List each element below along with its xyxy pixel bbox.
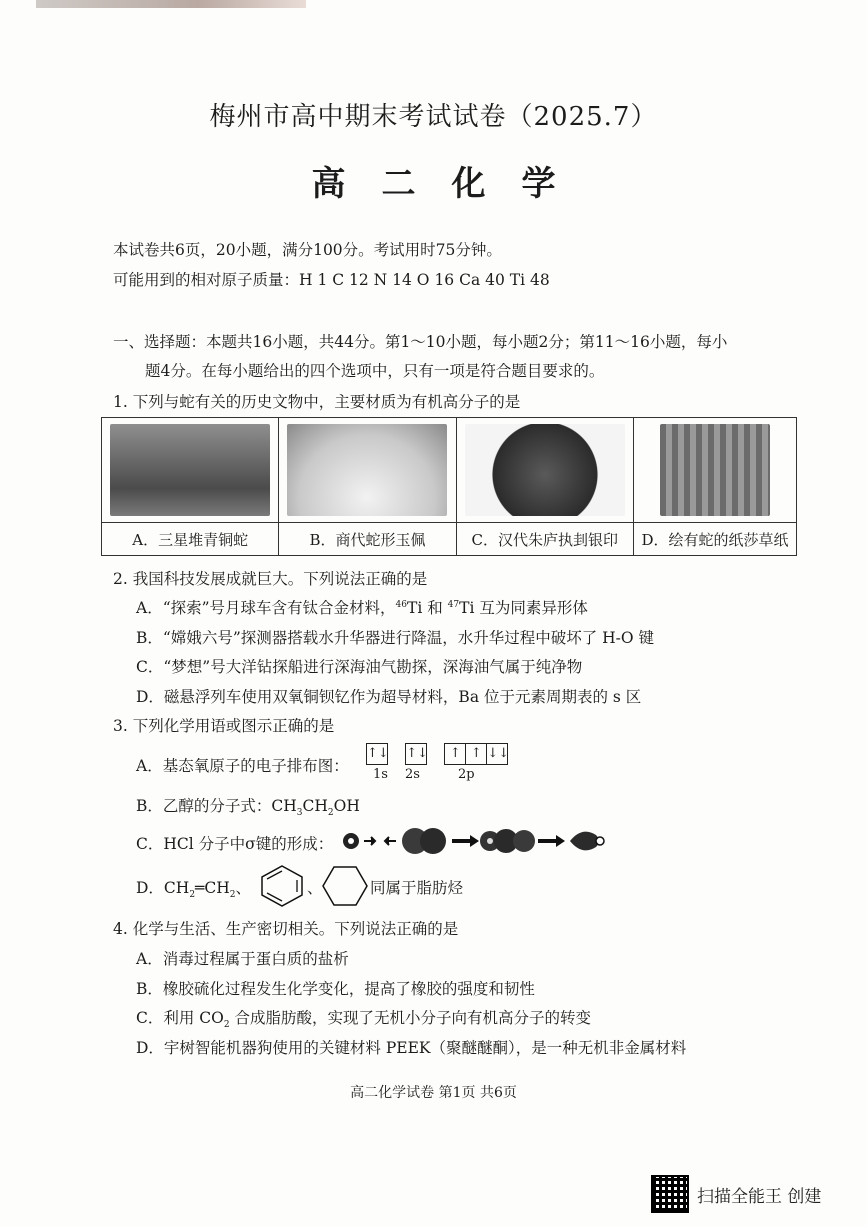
sigma-bond-diagram	[338, 825, 608, 857]
q1-option-a: A．三星堆青铜蛇	[102, 523, 279, 556]
q3-option-d	[136, 876, 251, 900]
q1-stem: 1. 下列与蛇有关的历史文物中，主要材质为有机高分子的是	[113, 393, 521, 411]
papyrus-image	[660, 424, 770, 516]
q1-image-cell-c	[456, 418, 633, 523]
q4-c-sub: 2	[223, 1020, 230, 1031]
q4-option-a: A．消毒过程属于蛋白质的盐析	[136, 950, 349, 968]
q2-a-mass2: 47	[447, 599, 460, 610]
q2-option-c: C．“梦想”号大洋钻探船进行深海油气勘探，深海油气属于纯净物	[136, 658, 583, 676]
q3-option-b	[136, 794, 360, 818]
jade-snake-pendant-image	[287, 424, 447, 516]
q4-option-b: B．橡胶硫化过程发生化学变化，提高了橡胶的强度和韧性	[136, 980, 535, 998]
q3-option-c: C．HCl 分子中σ键的形成：	[136, 835, 334, 853]
q3-b-post: OH	[333, 797, 360, 815]
q3-d-sub1: 2	[189, 890, 196, 901]
q2-option-b: B．“嫦娥六号”探测器搭载水升华器进行降温，水升华过程中破坏了 H-O 键	[136, 629, 655, 647]
q1-option-b: B．商代蛇形玉佩	[279, 523, 456, 556]
q3-b-sub1: 3	[296, 808, 303, 819]
scan-edge-strip	[36, 0, 306, 8]
orbital-diagram	[366, 743, 510, 765]
q3-d-sub2: 2	[229, 890, 236, 901]
q2-a-mid: Ti 和	[407, 599, 448, 617]
q2-a-mass1: 46	[395, 599, 407, 610]
label-1s: 1s	[373, 767, 388, 782]
orbital-2p-1: ↑	[444, 743, 466, 765]
section1-line2: 题4分。在每小题给出的四个选项中，只有一项是符合题目要求的。	[145, 362, 605, 380]
q3-d-text: D．CH	[136, 879, 190, 897]
exam-info: 本试卷共6页，20小题，满分100分。考试用时75分钟。	[113, 241, 502, 259]
atomic-masses: 可能用到的相对原子质量：H 1 C 12 N 14 O 16 Ca 40 Ti 48	[113, 271, 550, 289]
q2-a-post: Ti 互为同素异形体	[459, 599, 588, 617]
scanner-watermark	[651, 1175, 821, 1213]
qr-code-icon	[651, 1175, 689, 1213]
q3-b-text: B．乙醇的分子式：CH	[136, 797, 297, 815]
q4-c-text: C．利用 CO	[136, 1009, 224, 1027]
q1-image-cell-b	[279, 418, 456, 523]
benzene-structure	[257, 864, 307, 908]
page-footer: 高二化学试卷 第1页 共6页	[350, 1085, 517, 1101]
label-2s: 2s	[405, 767, 420, 782]
q2-option-a	[136, 596, 588, 618]
q1-option-c: C．汉代朱庐执刲银印	[456, 523, 633, 556]
q3-d-sep2: 、	[307, 879, 323, 897]
label-2p: 2p	[458, 767, 475, 782]
q3-option-a: A．基态氧原子的电子排布图：	[136, 757, 349, 775]
subject-title: 高二化学	[311, 164, 592, 204]
q4-stem: 4. 化学与生活、生产密切相关。下列说法正确的是	[113, 920, 459, 938]
q2-stem: 2. 我国科技发展成就巨大。下列说法正确的是	[113, 570, 428, 588]
orbital-2p-2: ↑	[465, 743, 487, 765]
q3-stem: 3. 下列化学用语或图示正确的是	[113, 717, 335, 735]
q1-option-d: D．绘有蛇的纸莎草纸	[633, 523, 796, 556]
q2-a-text: A．“探索”号月球车含有钛合金材料，	[136, 599, 396, 617]
watermark-text: 扫描全能王 创建	[697, 1186, 822, 1207]
orbital-1s: ↑↓	[366, 743, 388, 765]
q4-c-post: 合成脂肪酸，实现了无机小分子向有机高分子的转变	[229, 1009, 592, 1027]
q4-option-d: D．宇树智能机器狗使用的关键材料 PEEK（聚醚醚酮），是一种无机非金属材料	[136, 1039, 687, 1057]
q3-b-mid: CH	[302, 797, 328, 815]
cyclohexane-structure	[320, 864, 370, 908]
sigma-bond-result	[570, 832, 599, 851]
silver-seal-image	[465, 424, 625, 516]
q3-d-post: 同属于脂肪烃	[370, 879, 464, 897]
q1-image-table	[101, 417, 797, 556]
exam-title: 梅州市高中期末考试试卷（2025.7）	[209, 102, 658, 132]
q4-option-c	[136, 1006, 591, 1030]
orbital-2p-3: ↓↓	[486, 743, 508, 765]
orbital-2s: ↑↓	[405, 743, 427, 765]
q3-b-sub2: 2	[327, 808, 334, 819]
q2-option-d: D．磁悬浮列车使用双氧铜钡钇作为超导材料，Ba 位于元素周期表的 s 区	[136, 688, 642, 706]
section1-line1: 一、选择题：本题共16小题，共44分。第1～10小题，每小题2分；第11～16小题，每小	[113, 333, 728, 351]
bronze-snake-image	[110, 424, 270, 516]
q3-d-mid: ═CH	[195, 879, 230, 897]
q1-image-cell-d	[633, 418, 796, 523]
q1-image-cell-a	[102, 418, 279, 523]
q3-d-sep1: 、	[235, 879, 252, 897]
